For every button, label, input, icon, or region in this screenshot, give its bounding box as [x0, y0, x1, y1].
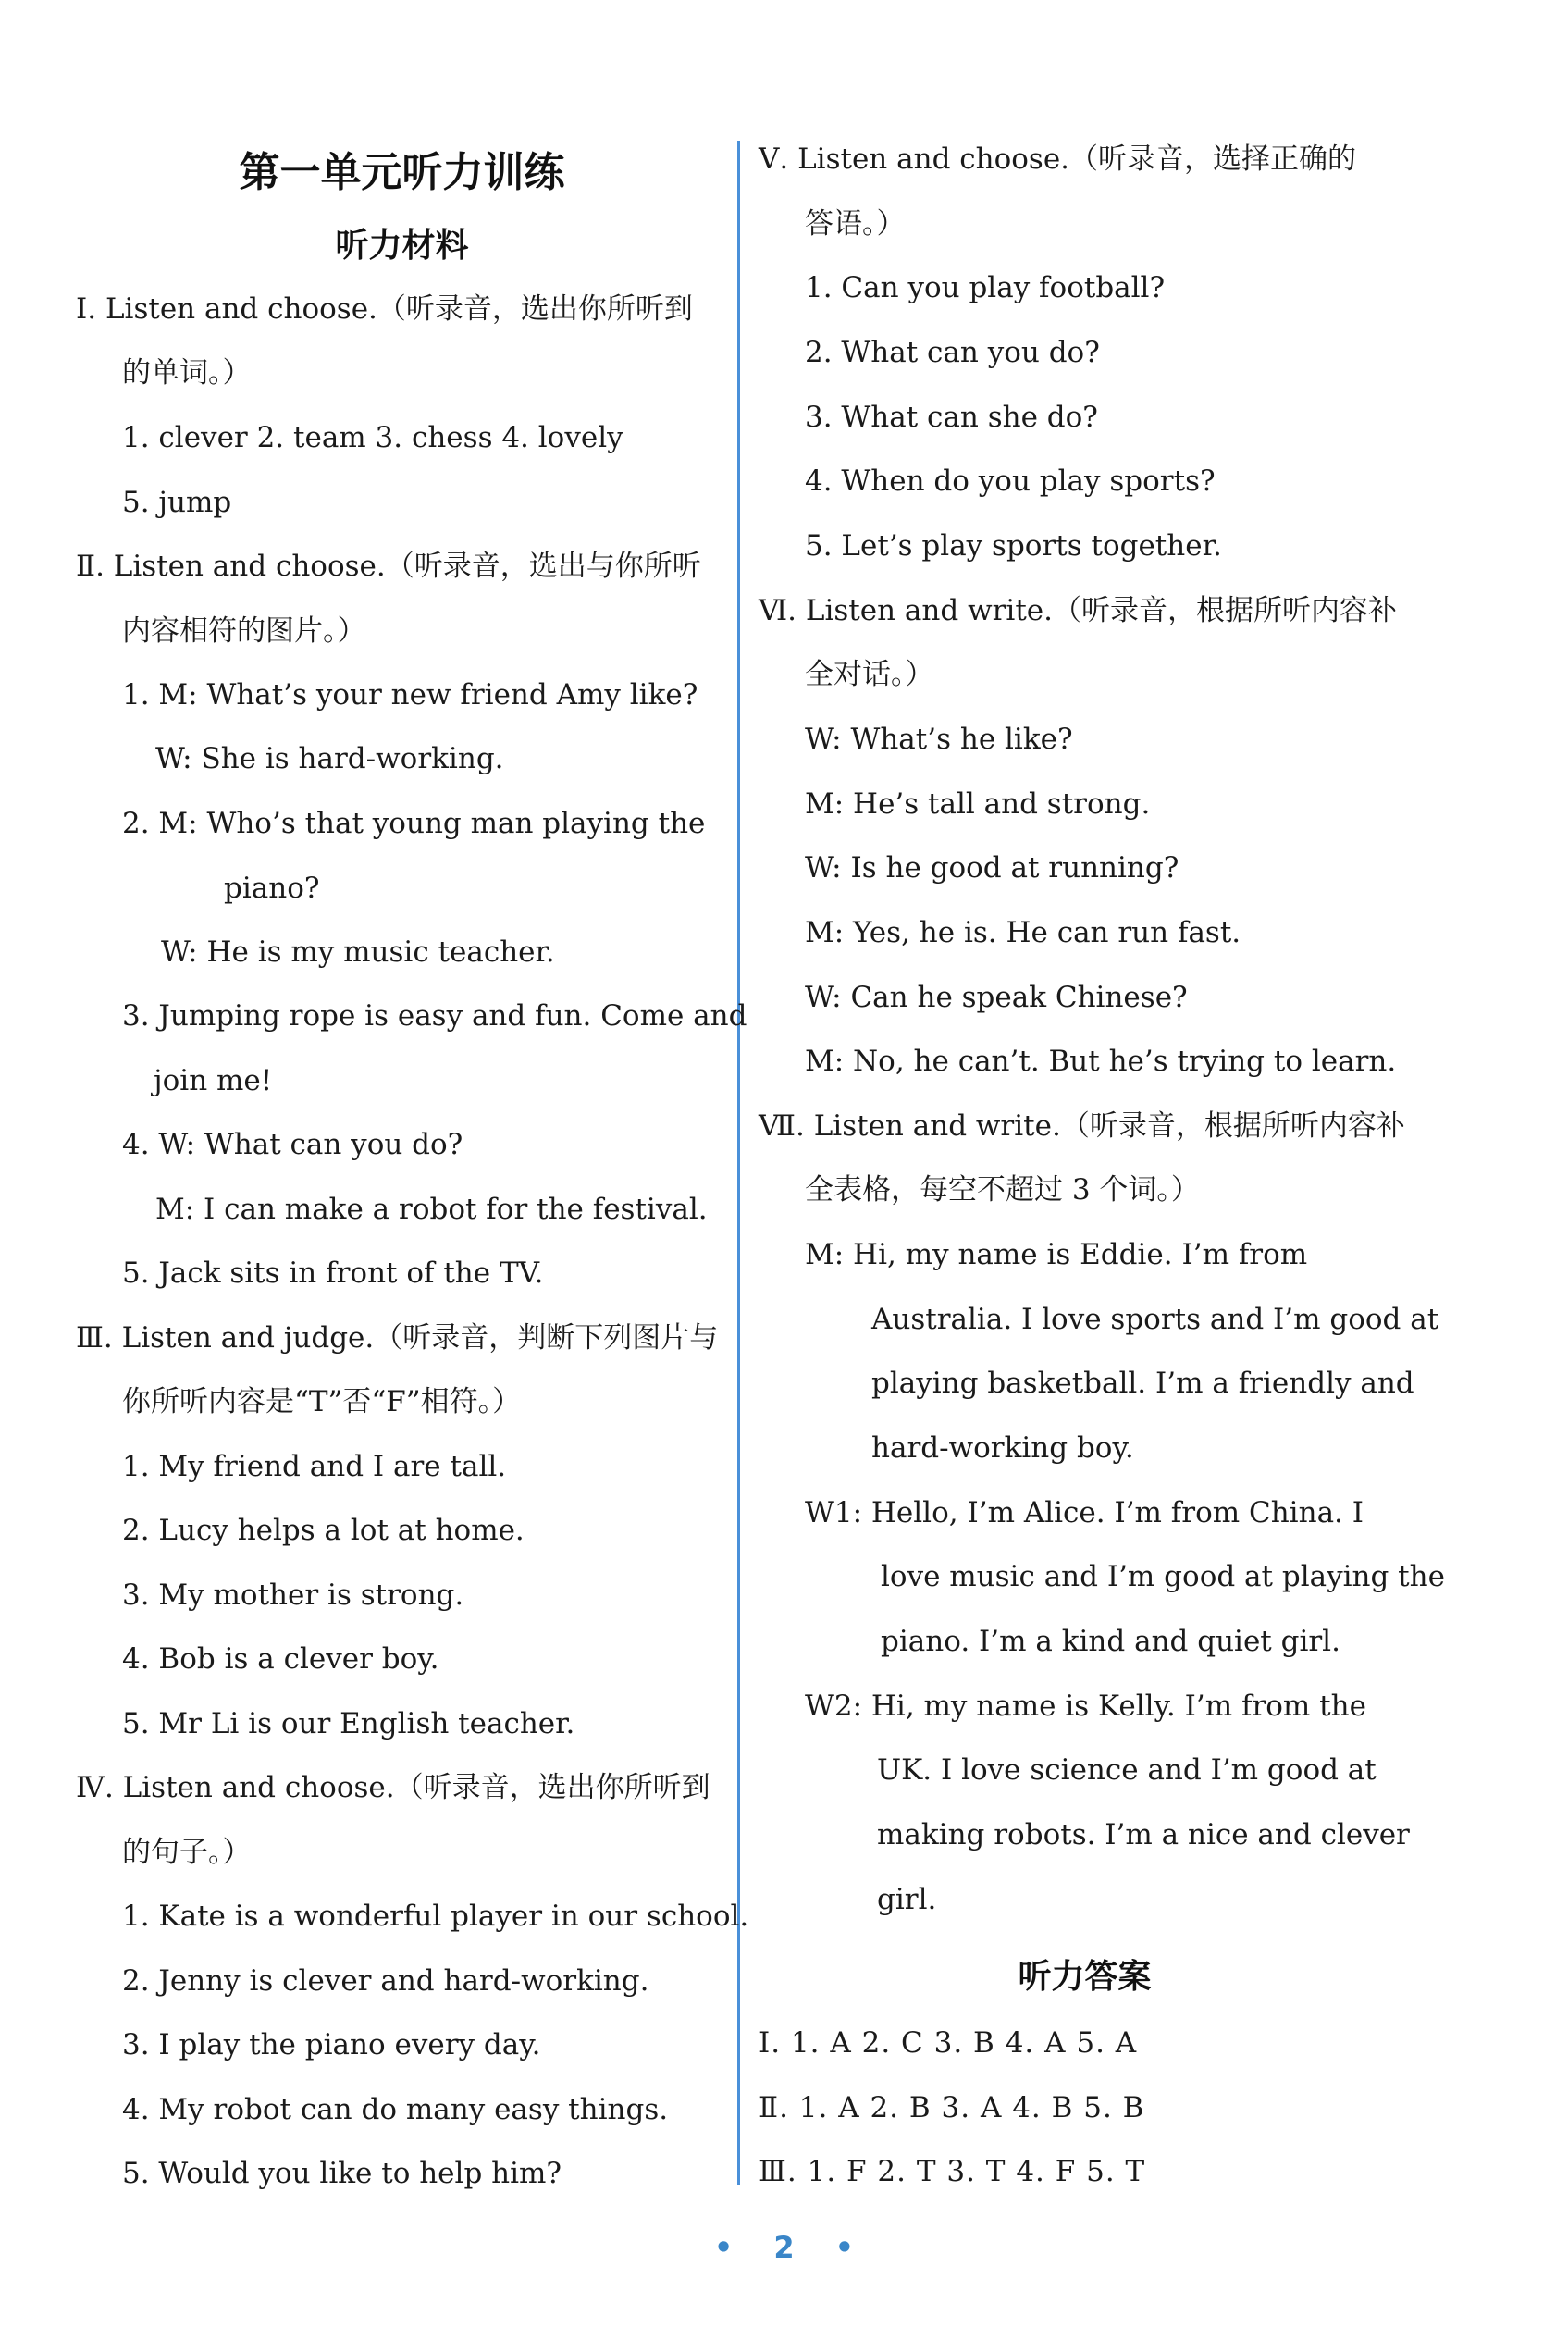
section-7-kelly-2: UK. I love science and I’m good at — [877, 1753, 1377, 1787]
section-2-item-2c: W: He is my music teacher. — [161, 935, 555, 969]
section-5-item-5: 5. Let’s play sports together. — [805, 529, 1222, 563]
page-footer — [0, 2230, 1568, 2265]
section-1-words: 1. clever 2. team 3. chess 4. lovely — [122, 421, 623, 454]
section-5-item-4: 4. When do you play sports? — [805, 464, 1216, 498]
section-2-heading: Ⅱ. Listen and choose.（听录音，选出与你所听 — [76, 550, 701, 583]
section-2-heading-cont: 内容相符的图片。） — [122, 614, 366, 648]
footer-dot-left: • — [713, 2230, 734, 2265]
section-4-heading: Ⅳ. Listen and choose.（听录音，选出你所听到 — [76, 1771, 710, 1804]
section-3-item-4: 4. Bob is a clever boy. — [122, 1642, 439, 1676]
section-6-line-2: M: He’s tall and strong. — [805, 787, 1151, 821]
section-5-item-1: 1. Can you play football? — [805, 271, 1166, 304]
answers-section-3: Ⅲ. 1. F 2. T 3. T 4. F 5. T — [759, 2155, 1146, 2188]
section-2-item-3b: join me! — [154, 1064, 273, 1097]
section-4-heading-cont: 的句子。） — [122, 1836, 252, 1869]
section-5-item-3: 3. What can she do? — [805, 401, 1098, 434]
section-4-item-3: 3. I play the piano every day. — [122, 2028, 541, 2061]
section-3-heading-cont: 你所听内容是“T”否“F”相符。） — [122, 1385, 522, 1418]
section-3-item-2: 2. Lucy helps a lot at home. — [122, 1514, 525, 1547]
section-2-item-4a: 4. W: What can you do? — [122, 1128, 463, 1161]
section-5-item-2: 2. What can you do? — [805, 336, 1100, 369]
answers-title: 听力答案 — [1018, 1958, 1152, 1996]
answers-section-2: Ⅱ. 1. A 2. B 3. A 4. B 5. B — [759, 2091, 1145, 2124]
section-7-alice-3: piano. I’m a kind and quiet girl. — [881, 1625, 1340, 1658]
answers-section-1: Ⅰ. 1. A 2. C 3. B 4. A 5. A — [759, 2026, 1138, 2060]
section-6-line-3: W: Is he good at running? — [805, 851, 1179, 885]
section-1-words-2: 5. jump — [122, 486, 232, 519]
section-7-heading-cont: 全表格，每空不超过 3 个词。） — [805, 1173, 1200, 1207]
section-6-line-6: M: No, he can’t. But he’s trying to learn. — [805, 1045, 1397, 1078]
section-subtitle-materials: 听力材料 — [335, 227, 469, 265]
section-7-kelly-3: making robots. I’m a nice and clever — [877, 1818, 1410, 1851]
section-5-heading: Ⅴ. Listen and choose.（听录音，选择正确的 — [759, 142, 1357, 176]
section-6-heading: Ⅵ. Listen and write.（听录音，根据所听内容补 — [759, 594, 1397, 627]
section-2-item-4b: M: I can make a robot for the festival. — [155, 1193, 708, 1226]
section-6-line-4: M: Yes, he is. He can run fast. — [805, 916, 1241, 949]
section-2-item-1a: 1. M: What’s your new friend Amy like? — [122, 678, 698, 712]
section-7-eddie-2: Australia. I love sports and I’m good at — [871, 1303, 1439, 1336]
section-1-heading: Ⅰ. Listen and choose.（听录音，选出你所听到 — [76, 292, 693, 326]
section-7-alice-1: W1: Hello, I’m Alice. I’m from China. I — [805, 1496, 1364, 1529]
section-7-kelly-4: girl. — [877, 1883, 937, 1916]
section-7-eddie-1: M: Hi, my name is Eddie. I’m from — [805, 1238, 1308, 1271]
section-2-item-3a: 3. Jumping rope is easy and fun. Come and — [122, 999, 747, 1033]
section-2-item-1b: W: She is hard-working. — [155, 742, 504, 775]
section-2-item-2b: piano? — [224, 872, 320, 905]
section-2-item-5: 5. Jack sits in front of the TV. — [122, 1257, 544, 1290]
section-6-line-1: W: What’s he like? — [805, 723, 1073, 756]
section-3-item-5: 5. Mr Li is our English teacher. — [122, 1707, 575, 1740]
section-7-eddie-4: hard-working boy. — [871, 1431, 1134, 1465]
section-4-item-2: 2. Jenny is clever and hard-working. — [122, 1964, 649, 1998]
section-5-heading-cont: 答语。） — [805, 207, 906, 241]
section-4-item-1: 1. Kate is a wonderful player in our school. — [122, 1900, 749, 1933]
section-7-eddie-3: playing basketball. I’m a friendly and — [871, 1367, 1414, 1400]
section-3-heading: Ⅲ. Listen and judge.（听录音，判断下列图片与 — [76, 1321, 719, 1355]
section-7-kelly-1: W2: Hi, my name is Kelly. I’m from the — [805, 1690, 1366, 1723]
section-2-item-2a: 2. M: Who’s that young man playing the — [122, 807, 706, 840]
section-3-item-1: 1. My friend and I are tall. — [122, 1450, 507, 1483]
page-title: 第一单元听力训练 — [239, 149, 565, 196]
section-6-line-5: W: Can he speak Chinese? — [805, 981, 1188, 1014]
section-7-alice-2: love music and I’m good at playing the — [881, 1560, 1445, 1593]
column-divider — [737, 141, 740, 2185]
section-3-item-3: 3. My mother is strong. — [122, 1579, 464, 1612]
section-4-item-5: 5. Would you like to help him? — [122, 2157, 562, 2190]
section-4-item-4: 4. My robot can do many easy things. — [122, 2093, 669, 2126]
section-7-heading: Ⅶ. Listen and write.（听录音，根据所听内容补 — [759, 1109, 1405, 1143]
section-6-heading-cont: 全对话。） — [805, 658, 934, 691]
page-number: 2 — [773, 2230, 795, 2265]
footer-dot-right: • — [834, 2230, 855, 2265]
section-1-heading-cont: 的单词。） — [122, 356, 252, 390]
